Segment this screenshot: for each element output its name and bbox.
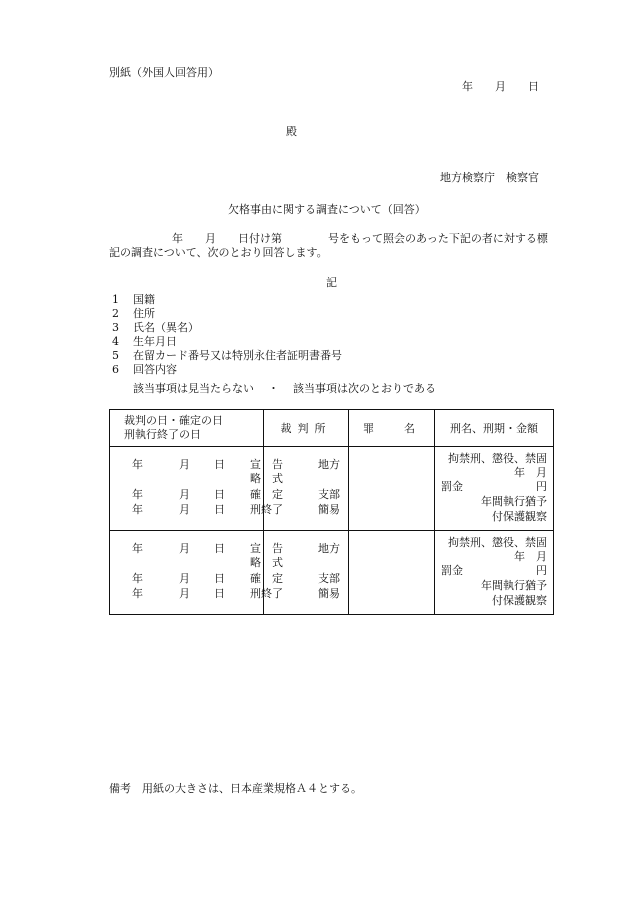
form-label: 別紙（外国人回答用） — [109, 66, 219, 79]
list-item: 4 生年月日 — [112, 335, 177, 348]
answer-option-applicable: 該当事項は次のとおりである — [293, 382, 436, 395]
intro-month: 月 — [205, 232, 216, 245]
header-date: 裁判の日・確定の日 刑執行終了の日 — [110, 410, 264, 447]
list-item: 2 住所 — [112, 307, 155, 320]
court-cell: 地方 支部 簡易 — [264, 447, 349, 531]
intro-day-ref: 日付け第 — [238, 232, 282, 245]
date-month: 月 — [495, 80, 506, 93]
penalty-cell: 拘禁刑、懲役、禁固 年 月 罰金 円 年間執行猶予 付保護観察 — [435, 531, 554, 615]
list-item: 6 回答内容 — [112, 363, 177, 376]
table-row — [110, 531, 554, 615]
answer-options — [133, 382, 436, 396]
date-cell: 年 月 日 宣 告 略 式 年 月 日 確 定 年 月 日 刑終了 — [110, 531, 264, 615]
ki-heading: 記 — [326, 276, 337, 289]
list-item: 5 在留カード番号又は特別永住者証明書番号 — [112, 349, 342, 362]
intro-line-1 — [172, 232, 548, 246]
date-day: 日 — [528, 80, 539, 93]
answer-option-none: 該当事項は見当たらない — [133, 382, 254, 395]
date-year: 年 — [462, 80, 473, 93]
answer-separator: ・ — [268, 382, 279, 395]
intro-rest: 号をもって照会のあった下記の者に対する標 — [328, 232, 548, 245]
item-list — [112, 293, 342, 377]
header-penalty: 刑名、刑期・金額 — [435, 410, 554, 447]
addressee-suffix: 殿 — [286, 125, 297, 138]
table-row — [110, 447, 554, 531]
list-item: 1 国籍 — [112, 293, 155, 306]
header-crime: 罪 名 — [349, 410, 435, 447]
date-line — [462, 80, 539, 94]
table-header-row — [110, 410, 554, 447]
page-title: 欠格事由に関する調査について（回答） — [228, 203, 426, 216]
crime-cell — [349, 531, 435, 615]
intro-line-2: 記の調査について、次のとおり回答します。 — [109, 246, 328, 259]
record-table — [109, 409, 554, 615]
court-cell: 地方 支部 簡易 — [264, 531, 349, 615]
sender: 地方検察庁 検察官 — [440, 171, 539, 184]
penalty-cell: 拘禁刑、懲役、禁固 年 月 罰金 円 年間執行猶予 付保護観察 — [435, 447, 554, 531]
crime-cell — [349, 447, 435, 531]
header-court: 裁判所 — [264, 410, 349, 447]
remarks: 備考 用紙の大きさは、日本産業規格Ａ４とする。 — [109, 782, 362, 795]
date-cell: 年 月 日 宣 告 略 式 年 月 日 確 定 年 月 日 刑終了 — [110, 447, 264, 531]
list-item: 3 氏名（異名） — [112, 321, 199, 334]
intro-year: 年 — [172, 232, 183, 245]
